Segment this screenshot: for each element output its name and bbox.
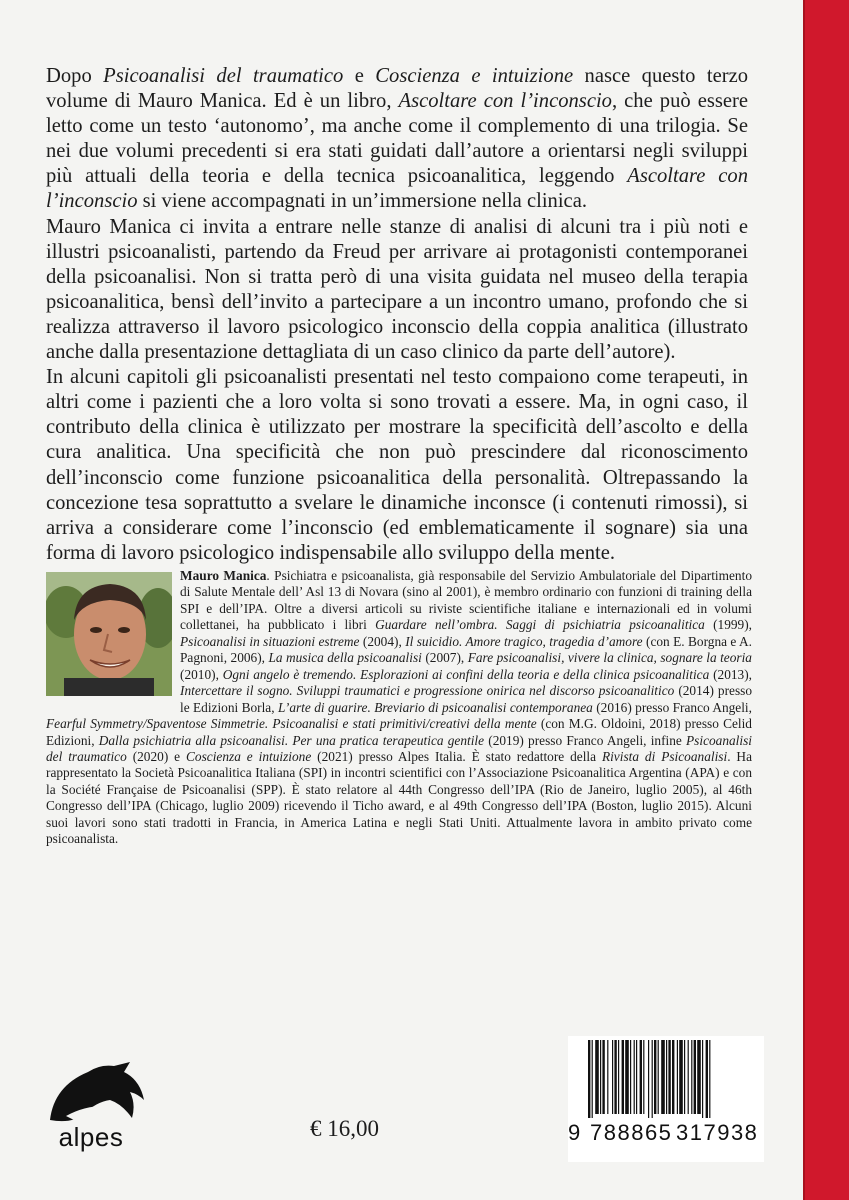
italic-title: Psicoanalisi del traumatico	[46, 732, 752, 764]
italic-title: La musica della psicoanalisi	[268, 650, 422, 666]
barcode-bar	[691, 1040, 692, 1114]
text-run: Dopo	[46, 65, 104, 87]
italic-title: Fearful Symmetry/Spaventose Simmetrie. Psicoanalisi e stati primitivi/creativi della mente	[46, 716, 537, 732]
text-run: . Psichiatra e psicoanalista, già responsabile del Servizio Ambulatoriale del Dipartimento di Salute Mentale dell’ Asl 13 di Novara (sino al 2001), è membro ordinario con funzioni di training della SPI e dell’IPA. Oltre a diversi articoli su riviste scientifiche italiane e internazionali ed in volumi collettanei, ha pubblicato i libri	[180, 568, 752, 633]
barcode-bar	[661, 1040, 665, 1114]
isbn-lead-digit: 9	[568, 1120, 582, 1145]
italic-title: Ascoltare con l’inconscio	[46, 165, 748, 213]
barcode-bar	[614, 1040, 616, 1114]
barcode-bar	[634, 1040, 635, 1114]
synopsis-paragraph	[46, 64, 748, 215]
italic-title: Guardare nell’ombra. Saggi di psichiatria psicoanalitica	[375, 617, 705, 633]
red-spine-band	[803, 0, 849, 1200]
italic-title: Fare psicoanalisi, vivere la clinica, sognare la teoria	[467, 650, 752, 666]
barcode-bar	[654, 1040, 656, 1114]
text-run: Mauro Manica ci invita a entrare nelle stanze di analisi di alcuni tra i più noti e illustri psicoanalisti, partendo da Freud per arrivare ai protagonisti contemporanei della psicoanalisi. Non si tratta però di una visita guidata nel museo della terapia psicoanalitica, bensì dell’invito a partecipare a un incontro umano, profondo che si realizza attraverso il lavoro psicologico inconscio della coppia analitica (illustrato anche dalla presentazione dettagliata di un caso clinico da parte dell’autore).	[46, 215, 748, 364]
text-run: (2004),	[359, 633, 406, 649]
barcode-bar	[668, 1040, 670, 1114]
photo-spacer	[46, 568, 180, 704]
author-name: Mauro Manica	[180, 568, 267, 583]
synopsis	[46, 64, 748, 566]
text-run: . Ha rappresentato la Società Psicoanalitica Italiana (SPI) in incontri scientifici con l’Associazione Psicoanalitica Argentina (APA) e con la Société Française de Psicoanalisi (SPP). È stato relatore al 44th Congresso dell’IPA (Rio de Janeiro, luglio 2005), al 46th Congresso dell’IPA (Chicago, luglio 2009) ricevendo il Ticho award, e al 49th Congresso dell’IPA (Boston, luglio 2015). Alcuni suoi lavori sono stati tradotti in Francia, in America Latina e negli Stati Uniti. Attualmente lavora in ambito privato come psicoanalista.	[46, 748, 752, 847]
text-run: e	[343, 65, 376, 87]
barcode-bar	[702, 1040, 703, 1118]
synopsis-paragraph	[46, 365, 748, 566]
barcode-bar	[643, 1040, 644, 1114]
isbn-group-1: 788865	[590, 1120, 673, 1145]
text-run: (2013),	[709, 666, 752, 682]
author-bio	[46, 568, 752, 848]
barcode-bars	[568, 1036, 764, 1118]
barcode-bar	[602, 1040, 604, 1114]
barcode-bar	[709, 1040, 710, 1118]
barcode-bar	[592, 1040, 593, 1118]
synopsis-paragraph	[46, 215, 748, 366]
text-run: (2020) e	[126, 748, 187, 764]
barcode-bar	[666, 1040, 667, 1114]
barcode-bar	[652, 1040, 653, 1118]
horse-head-icon	[44, 1060, 154, 1130]
barcode-bar	[600, 1040, 601, 1114]
barcode-bar	[684, 1040, 685, 1114]
barcode-bar	[697, 1040, 701, 1114]
text-run: si viene accompagnati in un’immersione nella clinica.	[137, 190, 587, 213]
barcode-bar	[607, 1040, 608, 1114]
barcode-bar	[630, 1040, 631, 1114]
barcode-bar	[672, 1040, 674, 1114]
text-run: (2019) presso Franco Angeli, infine	[484, 732, 687, 748]
italic-title: Dalla psichiatria alla psicoanalisi. Per una pratica terapeutica gentile	[98, 732, 485, 748]
barcode-bar	[595, 1040, 599, 1114]
italic-title: Coscienza e intuizione	[186, 748, 312, 764]
isbn-group-2: 317938	[676, 1120, 759, 1145]
text-run: (1999),	[704, 617, 752, 633]
price: € 16,00	[310, 1116, 379, 1141]
text-run: (2007),	[421, 650, 468, 666]
barcode-bar	[625, 1040, 629, 1114]
barcode-bar	[648, 1040, 649, 1118]
text-run: nasce questo terzo volume di Mauro Manica. Ed è un libro,	[46, 65, 749, 113]
italic-title: Coscienza e intuizione	[375, 65, 574, 87]
barcode-bar	[658, 1040, 659, 1114]
italic-title: Ascoltare con l’inconscio	[398, 90, 612, 113]
italic-title: Il suicidio. Amore tragico, tragedia d’amore	[405, 633, 643, 649]
italic-title: L’arte di guarire. Breviario di psicoanalisi contemporanea	[277, 699, 593, 715]
barcode-bar	[588, 1040, 590, 1118]
barcode-bar	[622, 1040, 624, 1114]
barcode-bar	[679, 1040, 683, 1114]
publisher-logo	[44, 1060, 154, 1170]
italic-title: Psicoanalisi del traumatico	[103, 65, 344, 87]
text-run: , che può essere letto come un testo ‘autonomo’, ma anche come il complemento di una trilogia. Se nei due volumi precedenti si era stati guidati dall’autore a orientarsi negli sviluppi più attuali della teoria e della tecnica psicoanalitica, leggendo	[46, 90, 749, 188]
barcode-bar	[694, 1040, 696, 1114]
barcode-bar	[706, 1040, 708, 1118]
barcode-bar	[640, 1040, 642, 1114]
italic-title: Ogni angelo è tremendo. Esplorazioni ai confini della teoria e della clinica psicoanalitica	[222, 666, 710, 682]
text-run: (con M.G. Oldoini, 2018) presso Celid Edizioni,	[46, 716, 752, 748]
text-run: (2014) presso le Edizioni Borla,	[180, 683, 752, 715]
text-run: (2016) presso Franco Angeli,	[592, 699, 752, 715]
italic-title: Rivista di Psicoanalisi	[601, 748, 728, 764]
text-run: (2021) presso Alpes Italia. È stato redattore della	[311, 748, 602, 764]
text-run: (2010),	[180, 666, 223, 682]
barcode-bar	[618, 1040, 619, 1114]
barcode-bar	[636, 1040, 637, 1114]
publisher-name: alpes	[58, 1122, 124, 1152]
italic-title: Intercettare il sogno. Sviluppi traumatici e progressione onirica nel discorso psicoanalitico	[180, 683, 675, 699]
barcode-bar	[612, 1040, 613, 1114]
italic-title: Psicoanalisi in situazioni estreme	[180, 633, 360, 649]
barcode-bar	[677, 1040, 678, 1114]
text-run: (con E. Borgna e A. Pagnoni, 2006),	[180, 633, 752, 666]
text-run: In alcuni capitoli gli psicoanalisti presentati nel testo compaiono come terapeuti, in altri come i pazienti che a loro volta si sono trovati a essere. Ma, in ogni caso, il contributo della clinica è utilizzato per mostrare la specificità dell’ascolto e della cura analitica. Una specificità che non può prescindere dal riconoscimento dell’inconscio come funzione psicoanalitica della personalità. Oltrepassando la concezione tesa soprattutto a svelare le dinamiche inconsce (i contenuti rimossi), si arriva a considerare come l’inconscio (ed emblematicamente il sognare) sia una forma di lavoro psicologico indispensabile allo sviluppo della mente.	[46, 366, 748, 564]
barcode-bar	[688, 1040, 689, 1114]
